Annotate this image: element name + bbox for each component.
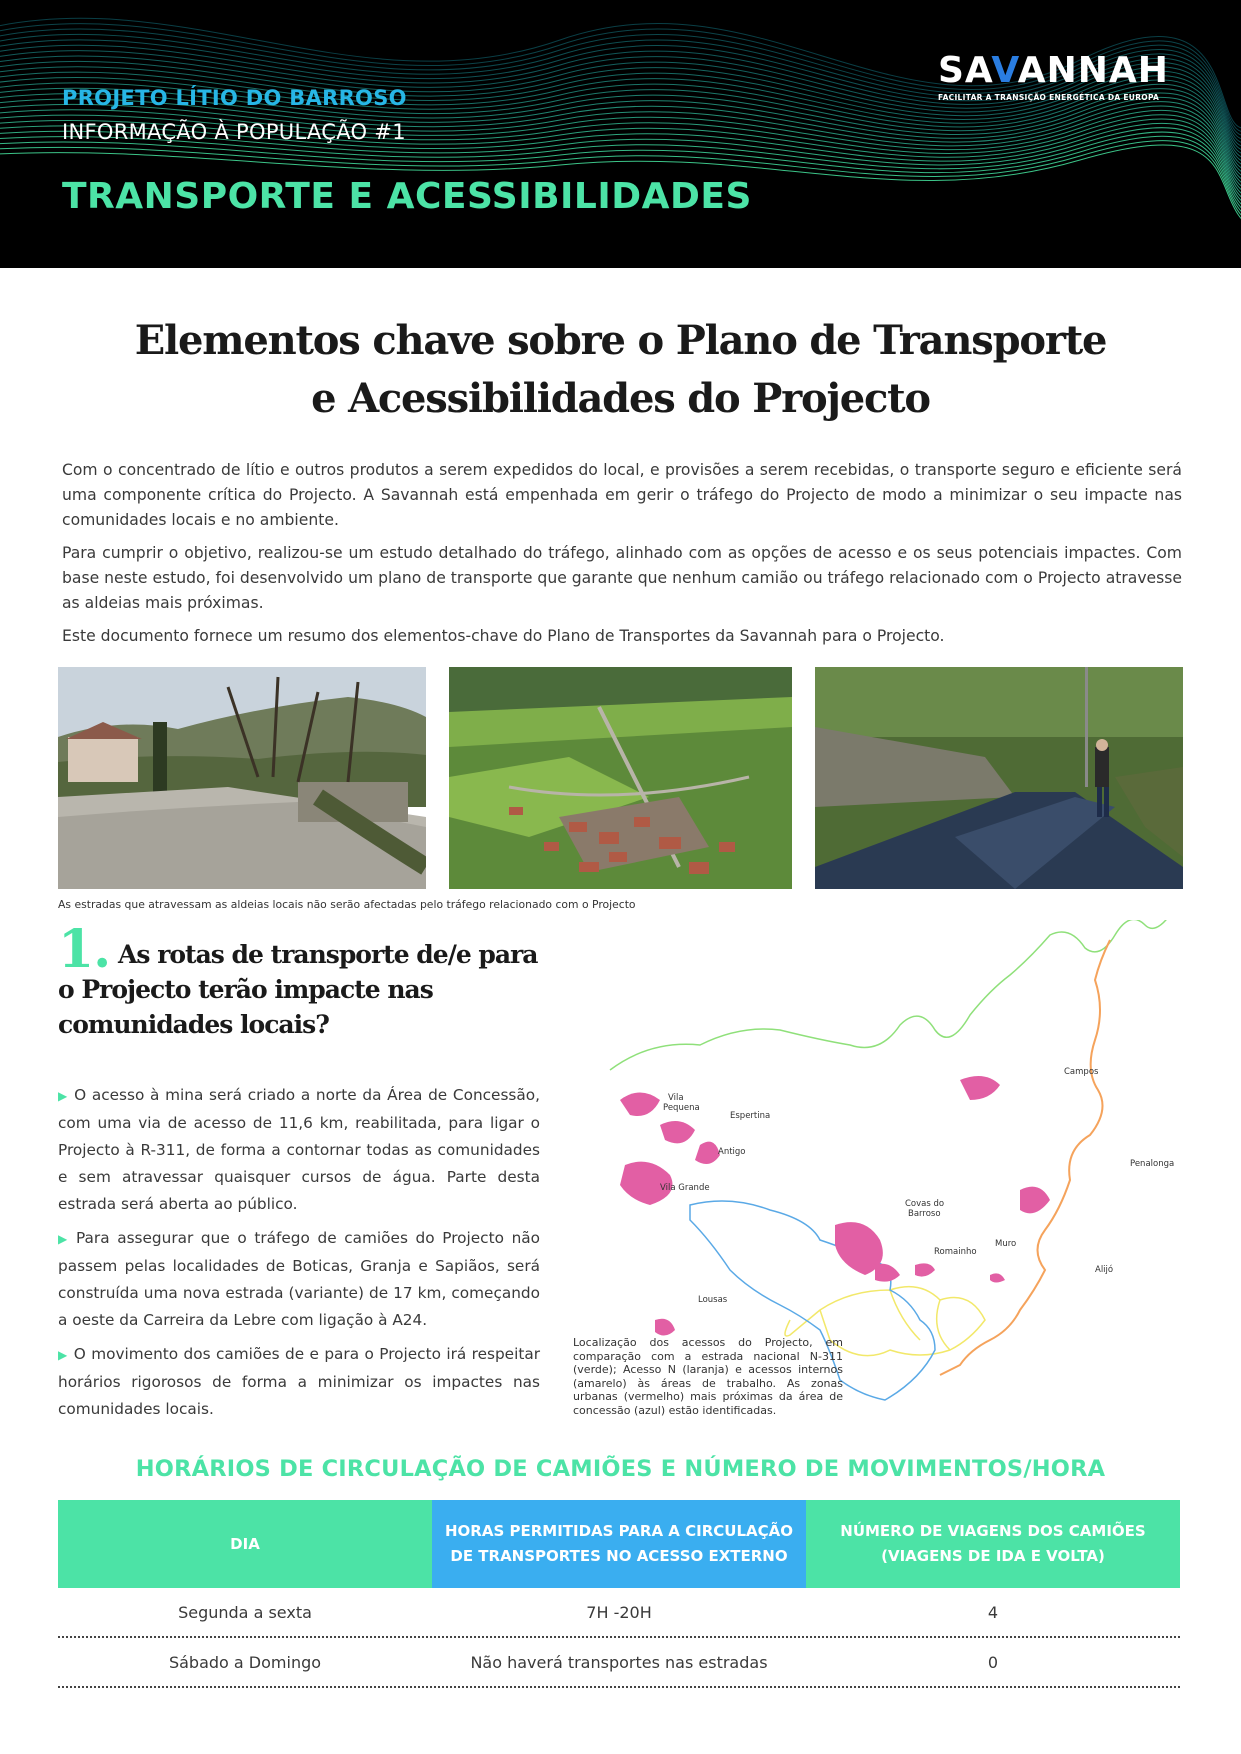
photo-caption: As estradas que atravessam as aldeias locais não serão afectadas pelo tráfego relacionado com o Projecto <box>58 898 636 911</box>
schedule-table-title: HORÁRIOS DE CIRCULAÇÃO DE CAMIÕES E NÚMERO DE MOVIMENTOS/HORA <box>135 1456 1106 1482</box>
map-label-lousas: Lousas <box>698 1295 728 1305</box>
table-cell: 0 <box>987 1652 999 1672</box>
bullet-item: ▶ O movimento dos camiões de e para o Projecto irá respeitar horários rigorosos de forma a minimizar os impactes nas comunidades locais. <box>58 1345 540 1418</box>
column-header-day: DIA <box>58 1500 432 1588</box>
triangle-bullet-icon: ▶ <box>58 1232 70 1246</box>
aerial-village-photo <box>449 667 792 889</box>
section-number: 1. <box>58 919 111 980</box>
map-label-vila-pequena-2: Pequena <box>663 1103 700 1113</box>
n311-road-line <box>610 920 1170 1070</box>
village-road-photo <box>58 667 426 889</box>
map-label-campos: Campos <box>1064 1067 1099 1077</box>
triangle-bullet-icon: ▶ <box>58 1348 68 1362</box>
triangle-bullet-icon: ▶ <box>58 1089 69 1103</box>
map-caption: Localização dos acessos do Projecto, em comparação com a estrada nacional N-311 (verde); Acesso N (laranja) e acessos internos (amarelo) às áreas de trabalho. As zonas urbanas (vermelho) mais próximas da área de concessão (azul) estão identificadas. <box>573 1336 843 1417</box>
map-label-alijo: Alijó <box>1095 1265 1114 1275</box>
section-question: As rotas de transporte de/e para o Projecto terão impacte nas comunidades locais? <box>58 940 538 1039</box>
bullet-item: ▶ Para assegurar que o tráfego de camiões do Projecto não passem pelas localidades de Boticas, Granja e Sapiãos, será construída uma nova estrada (variante) de 17 km, começando a oeste da Carreira da Lebre com ligação à A24. <box>58 1229 540 1329</box>
map-label-covas-2: Barroso <box>908 1209 941 1219</box>
table-row <box>58 1588 1180 1638</box>
map-label-antigo: Antigo <box>718 1147 746 1157</box>
section-bullets <box>58 1082 540 1430</box>
table-cell: Não haverá transportes nas estradas <box>470 1652 768 1672</box>
bulletin-number: INFORMAÇÃO À POPULAÇÃO #1 <box>62 120 406 144</box>
road-walker-photo <box>815 667 1183 889</box>
map-label-espertina: Espertina <box>730 1111 771 1121</box>
table-cell: Segunda a sexta <box>178 1602 312 1622</box>
map-label-vila-pequena-1: Vila <box>668 1093 684 1103</box>
column-header-hours: HORAS PERMITIDAS PARA A CIRCULAÇÃO DE TRANSPORTES NO ACESSO EXTERNO <box>432 1500 806 1588</box>
table-row <box>58 1638 1180 1688</box>
intro-paragraph: Este documento fornece um resumo dos elementos-chave do Plano de Transportes da Savannah para o Projecto. <box>62 627 945 645</box>
page-title: Elementos chave sobre o Plano de Transporte e Acessibilidades do Projecto <box>134 317 1107 422</box>
bullet-item: ▶ O acesso à mina será criado a norte da Área de Concessão, com uma via de acesso de 11,6 km, reabilitada, para ligar o Projecto à R-311, de forma a contornar todas as comunidades e sem atravessar quaisquer cursos de água. Parte desta estrada será aberta ao público. <box>58 1086 540 1213</box>
page-header <box>0 0 1241 268</box>
intro-paragraph: Para cumprir o objetivo, realizou-se um estudo detalhado do tráfego, alinhado com as opções de acesso e os seus potenciais impactes. Com base neste estudo, foi desenvolvido um plano de transporte que garante que nenhum camião ou tráfego relacionado com o Projecto atravesse as aldeias mais próximas. <box>62 544 1182 612</box>
logo-tagline: FACILITAR A TRANSIÇÃO ENERGÉTICA DA EUROPA <box>938 93 1160 102</box>
section-heading <box>58 919 558 1042</box>
map-label-penalonga: Penalonga <box>1130 1159 1175 1169</box>
project-name: PROJETO LÍTIO DO BARROSO <box>62 86 407 110</box>
map-label-muro: Muro <box>995 1239 1017 1249</box>
map-label-romainho: Romainho <box>934 1247 977 1257</box>
table-header <box>58 1500 1180 1588</box>
table-cell: 7H -20H <box>586 1602 652 1622</box>
map-label-covas-1: Covas do <box>905 1199 945 1209</box>
intro-paragraph: Com o concentrado de lítio e outros produtos a serem expedidos do local, e provisões a serem recebidas, o transporte seguro e eficiente será uma componente crítica do Projecto. A Savannah está empenhada em gerir o tráfego do Projecto de modo a minimizar o seu impacte nas comunidades locais e no ambiente. <box>62 461 1182 529</box>
table-cell: Sábado a Domingo <box>168 1652 322 1672</box>
acesso-n-road-line <box>940 940 1110 1375</box>
table-cell: 4 <box>987 1602 999 1622</box>
schedule-table <box>58 1500 1180 1688</box>
bulletin-topic: TRANSPORTE E ACESSIBILIDADES <box>62 176 752 217</box>
savannah-logo: SAVANNAH <box>938 50 1169 91</box>
column-header-trips: NÚMERO DE VIAGENS DOS CAMIÕES (VIAGENS DE IDA E VOLTA) <box>806 1500 1180 1588</box>
intro-text <box>62 458 1182 657</box>
map-label-vila-grande: Vila Grande <box>660 1183 710 1193</box>
